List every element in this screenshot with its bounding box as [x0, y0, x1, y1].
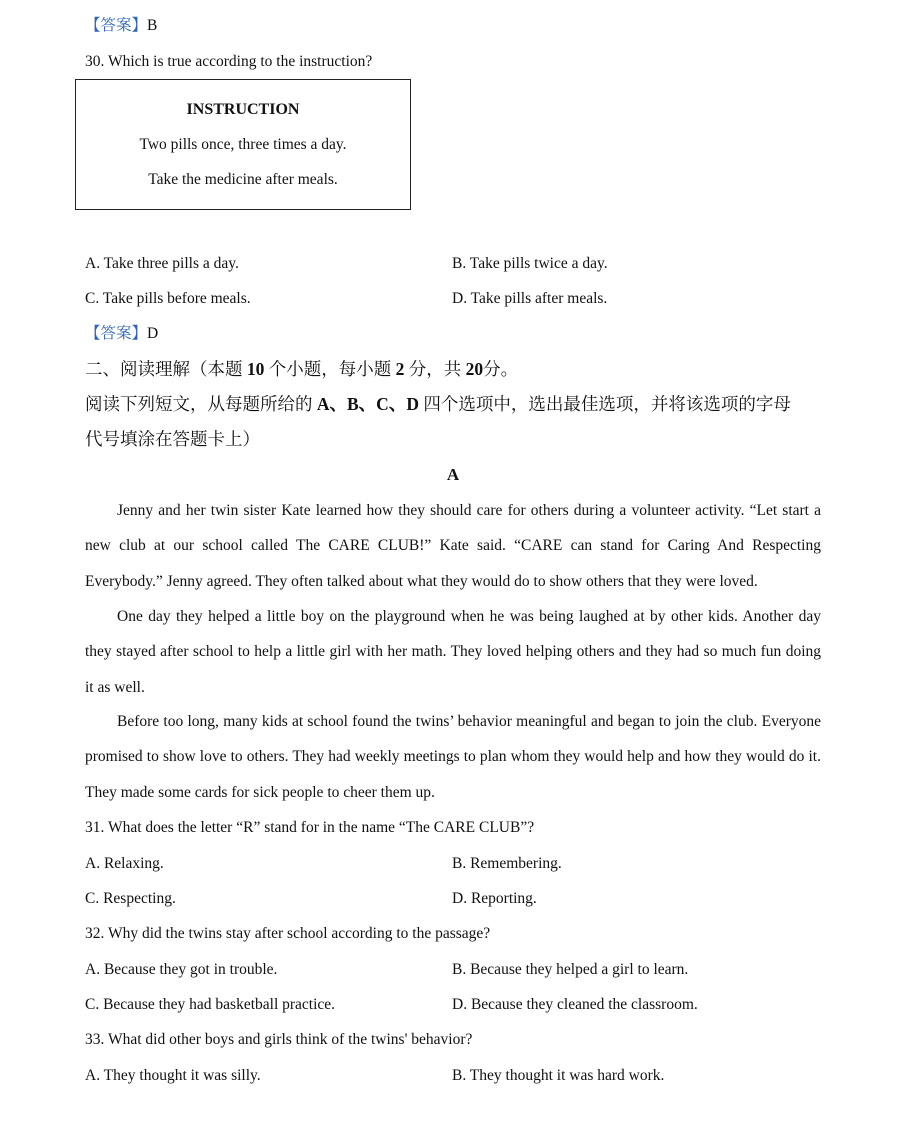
- q30-option-a: A. Take three pills a day.: [85, 255, 239, 272]
- question-30: 30. Which is true according to the instruction?: [85, 53, 373, 70]
- q30-option-b: B. Take pills twice a day.: [452, 255, 608, 272]
- answer-value: B: [147, 17, 158, 34]
- question-33: 33. What did other boys and girls think of the twins' behavior?: [85, 1031, 473, 1048]
- q31-option-a: A. Relaxing.: [85, 855, 164, 872]
- points-each: 2: [395, 359, 405, 379]
- instruction-text: 阅读下列短文，从每题所给的: [85, 394, 313, 414]
- option-letters: A、B、C、D: [316, 394, 419, 414]
- q32-option-b: B. Because they helped a girl to learn.: [452, 961, 689, 978]
- q31-option-d: D. Reporting.: [452, 890, 537, 907]
- paragraph-text: One day they helped a little boy on the playground when he was being laughed at by other kids. Another day they stayed after school to help a little girl with her math. They loved helping others and they had so much fun doing it as well.: [85, 608, 821, 696]
- answer-label: 【答案】: [85, 325, 148, 342]
- q30-option-d: D. Take pills after meals.: [452, 290, 608, 307]
- instruction-text: 四个选项中，选出最佳选项，并将该选项的字母: [423, 394, 791, 414]
- answer-line-29: [85, 16, 157, 36]
- q32-option-a: A. Because they got in trouble.: [85, 961, 278, 978]
- question-31: 31. What does the letter “R” stand for in the name “The CARE CLUB”?: [85, 819, 535, 836]
- answer-line-30: [85, 324, 158, 344]
- passage-paragraph-1: [85, 493, 821, 599]
- section-text: 二、阅读理解（本题: [85, 359, 243, 379]
- q32-option-d: D. Because they cleaned the classroom.: [452, 996, 698, 1013]
- q32-option-c: C. Because they had basketball practice.: [85, 996, 336, 1013]
- q31-option-c: C. Respecting.: [85, 890, 176, 907]
- section-instruction-line-2: 代号填涂在答题卡上）: [85, 429, 260, 449]
- q33-option-a: A. They thought it was silly.: [85, 1067, 261, 1084]
- question-count: 10: [246, 359, 265, 379]
- passage-heading: A: [446, 465, 460, 484]
- passage-paragraph-3: [85, 704, 821, 810]
- answer-value: D: [147, 325, 159, 342]
- q31-option-b: B. Remembering.: [452, 855, 562, 872]
- instruction-line-1: Two pills once, three times a day.: [139, 136, 347, 153]
- q33-option-b: B. They thought it was hard work.: [452, 1067, 665, 1084]
- passage-paragraph-2: [85, 599, 821, 705]
- instruction-title: INSTRUCTION: [186, 101, 300, 118]
- section-text: 分，共: [408, 359, 462, 379]
- paragraph-text: Before too long, many kids at school found the twins’ behavior meaningful and began to join the club. Everyone promised to show love to others. They had weekly meetings to plan whom they would help and how they would do it. They made some cards for sick people to cheer them up.: [85, 713, 821, 801]
- section-instruction: [85, 394, 791, 414]
- instruction-box: [75, 79, 411, 210]
- answer-label: 【答案】: [85, 17, 148, 34]
- points-total: 20: [465, 359, 484, 379]
- instruction-line-2: Take the medicine after meals.: [148, 171, 338, 188]
- paragraph-text: Jenny and her twin sister Kate learned how they should care for others during a volunteer activity. “Let start a new club at our school called The CARE CLUB!” Kate said. “CARE can stand for Caring And Respecting Everybody.” Jenny agreed. They often talked about what they would do to show others that they were loved.: [85, 502, 821, 590]
- section-title: [85, 359, 518, 379]
- question-32: 32. Why did the twins stay after school according to the passage?: [85, 925, 491, 942]
- section-text: 个小题，每小题: [268, 359, 392, 379]
- section-text: 分。: [483, 359, 519, 379]
- q30-option-c: C. Take pills before meals.: [85, 290, 251, 307]
